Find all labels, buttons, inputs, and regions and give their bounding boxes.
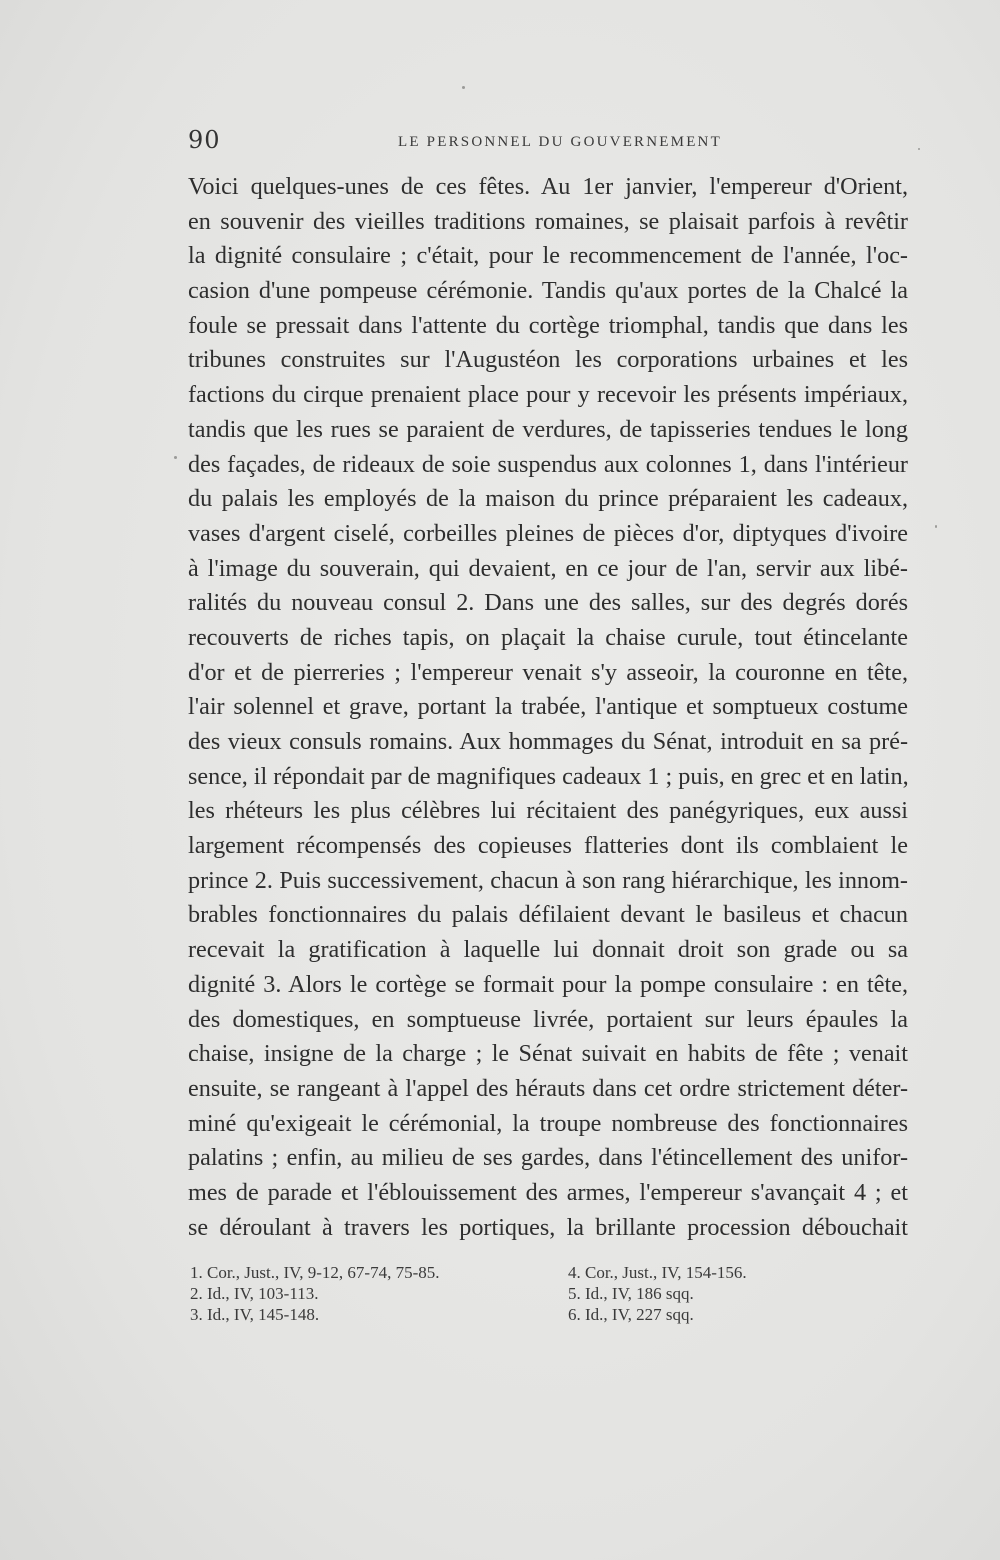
footnote: 6. Id., IV, 227 sqq.	[568, 1305, 694, 1324]
text-line: chaise, insigne de la charge ; le Sénat suivait en habits de fête ; venait	[188, 1040, 908, 1068]
text-line: en souvenir des vieilles traditions romaines, se plaisait parfois à revêtir	[188, 207, 908, 235]
text-line: miné qu'exigeait le cérémonial, la troupe nombreuse des fonctionnaires	[188, 1109, 908, 1137]
paper-speck	[935, 525, 937, 528]
text-line: se déroulant à travers les portiques, la brillante procession débouchait	[188, 1213, 908, 1241]
page-number: 90	[188, 126, 221, 154]
text-line: tandis que les rues se paraient de verdures, de tapisseries tendues le long	[188, 415, 908, 443]
text-line: foule se pressait dans l'attente du cortège triomphal, tandis que dans les	[188, 311, 908, 339]
text-line: factions du cirque prenaient place pour y recevoir les présents impériaux,	[188, 381, 908, 409]
footnotes-left-column	[190, 1262, 440, 1325]
text-line: des domestiques, en somptueuse livrée, portaient sur leurs épaules la	[188, 1005, 908, 1033]
text-line: sence, il répondait par de magnifiques cadeaux 1 ; puis, en grec et en latin,	[188, 762, 909, 790]
text-line: des vieux consuls romains. Aux hommages du Sénat, introduit en sa pré-	[188, 728, 908, 755]
text-line: du palais les employés de la maison du prince préparaient les cadeaux,	[188, 485, 908, 513]
text-line: l'air solennel et grave, portant la trabée, l'antique et somptueux costume	[188, 693, 908, 721]
text-line: recevait la gratification à laquelle lui donnait droit son grade ou sa	[188, 936, 908, 964]
paper-speck	[174, 456, 177, 459]
body-paragraph	[188, 170, 908, 1245]
text-line: ensuite, se rangeant à l'appel des hérauts dans cet ordre strictement déter-	[188, 1074, 908, 1102]
footnote: 1. Cor., Just., IV, 9-12, 67-74, 75-85.	[190, 1263, 440, 1282]
text-line: Voici quelques-unes de ces fêtes. Au 1er janvier, l'empereur d'Orient,	[188, 173, 908, 200]
text-line: mes de parade et l'éblouissement des armes, l'empereur s'avançait 4 ; et	[188, 1178, 908, 1206]
running-header	[188, 126, 906, 158]
running-title: LE PERSONNEL DU GOUVERNEMENT	[398, 134, 722, 150]
text-line: brables fonctionnaires du palais défilaient devant le basileus et chacun	[188, 901, 908, 929]
footnote: 2. Id., IV, 103-113.	[190, 1284, 319, 1303]
footnotes-right-column	[568, 1262, 747, 1325]
text-line: vases d'argent ciselé, corbeilles pleines de pièces d'or, diptyques d'ivoire	[188, 519, 908, 547]
text-line: ralités du nouveau consul 2. Dans une des salles, sur des degrés dorés	[188, 589, 908, 617]
text-line: la dignité consulaire ; c'était, pour le recommencement de l'année, l'oc-	[188, 242, 908, 270]
text-line: à l'image du souverain, qui devaient, en ce jour de l'an, servir aux libé-	[188, 554, 908, 582]
footnote: 5. Id., IV, 186 sqq.	[568, 1284, 694, 1303]
text-line: prince 2. Puis successivement, chacun à son rang hiérarchique, les innom-	[188, 866, 908, 894]
text-line: largement récompensés des copieuses flatteries dont ils comblaient le	[188, 832, 908, 860]
footnote: 3. Id., IV, 145-148.	[190, 1305, 320, 1324]
text-line: d'or et de pierreries ; l'empereur venait s'y asseoir, la couronne en tête,	[188, 658, 908, 686]
footnote: 4. Cor., Just., IV, 154-156.	[568, 1263, 747, 1282]
text-line: des façades, de rideaux de soie suspendus aux colonnes 1, dans l'intérieur	[188, 450, 908, 478]
text-line: recouverts de riches tapis, on plaçait la chaise curule, tout étincelante	[188, 623, 908, 651]
text-line: dignité 3. Alors le cortège se formait pour la pompe consulaire : en tête,	[188, 970, 908, 998]
paper-speck	[462, 86, 465, 89]
text-line: les rhéteurs les plus célèbres lui récitaient des panégyriques, eux aussi	[188, 797, 908, 825]
paper-speck	[918, 148, 920, 150]
text-line: casion d'une pompeuse cérémonie. Tandis qu'aux portes de la Chalcé la	[188, 277, 908, 305]
text-line: tribunes construites sur l'Augustéon les corporations urbaines et les	[188, 346, 908, 374]
text-line: palatins ; enfin, au milieu de ses gardes, dans l'étincellement des unifor-	[188, 1144, 908, 1172]
